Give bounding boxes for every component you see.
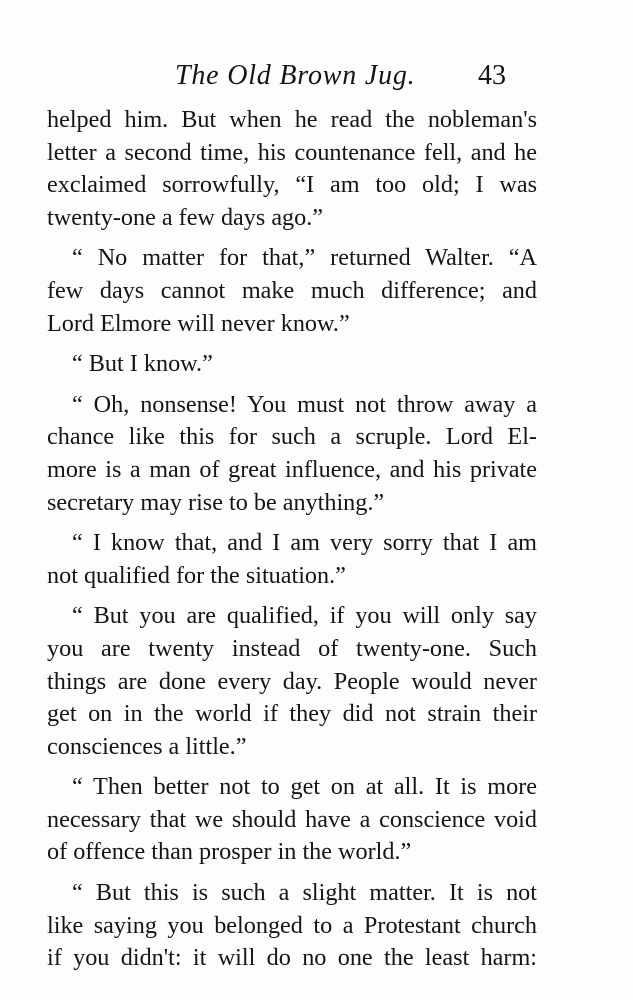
text-line: few days cannot make much difference; and xyxy=(47,276,537,304)
text-line: get on in the world if they did not strain their xyxy=(47,700,537,728)
page-number: 43 xyxy=(478,60,506,91)
text-line: things are done every day. People would never xyxy=(47,667,537,695)
text-line: twenty-one a few days ago.” xyxy=(47,203,324,231)
text-line: “ I know that, and I am very sorry that I am xyxy=(72,529,537,557)
text-line: secretary may rise to be anything.” xyxy=(47,488,385,516)
text-line: “ Then better not to get on at all. It is more xyxy=(72,773,537,801)
text-line: consciences a little.” xyxy=(47,732,247,760)
text-line: necessary that we should have a conscience void xyxy=(47,805,537,833)
text-line: like saying you belonged to a Protestant church xyxy=(47,911,537,939)
text-line: “ No matter for that,” returned Walter. “A xyxy=(72,244,537,272)
body-text xyxy=(47,104,537,975)
text-line: letter a second time, his countenance fell, and he xyxy=(47,138,537,166)
text-line: chance like this for such a scruple. Lord El- xyxy=(47,423,537,451)
text-line: “ But you are qualified, if you will only say xyxy=(72,602,537,630)
text-line: Lord Elmore will never know.” xyxy=(47,309,350,337)
text-line: “ Oh, nonsense! You must not throw away a xyxy=(72,390,537,418)
text-line: you are twenty instead of twenty-one. Such xyxy=(47,634,537,662)
text-line: if you didn't: it will do no one the least harm: xyxy=(47,944,537,972)
text-line: helped him. But when he read the nobleman's xyxy=(47,106,537,133)
running-header xyxy=(0,60,633,100)
text-line: not qualified for the situation.” xyxy=(47,561,346,589)
text-line: of offence than prosper in the world.” xyxy=(47,838,412,866)
text-line: exclaimed sorrowfully, “I am too old; I was xyxy=(47,171,537,199)
text-line: “ But I know.” xyxy=(72,350,213,378)
running-title: The Old Brown Jug. xyxy=(175,60,416,91)
text-line: more is a man of great influence, and his private xyxy=(47,455,537,483)
text-line: “ But this is such a slight matter. It is not xyxy=(72,879,537,907)
